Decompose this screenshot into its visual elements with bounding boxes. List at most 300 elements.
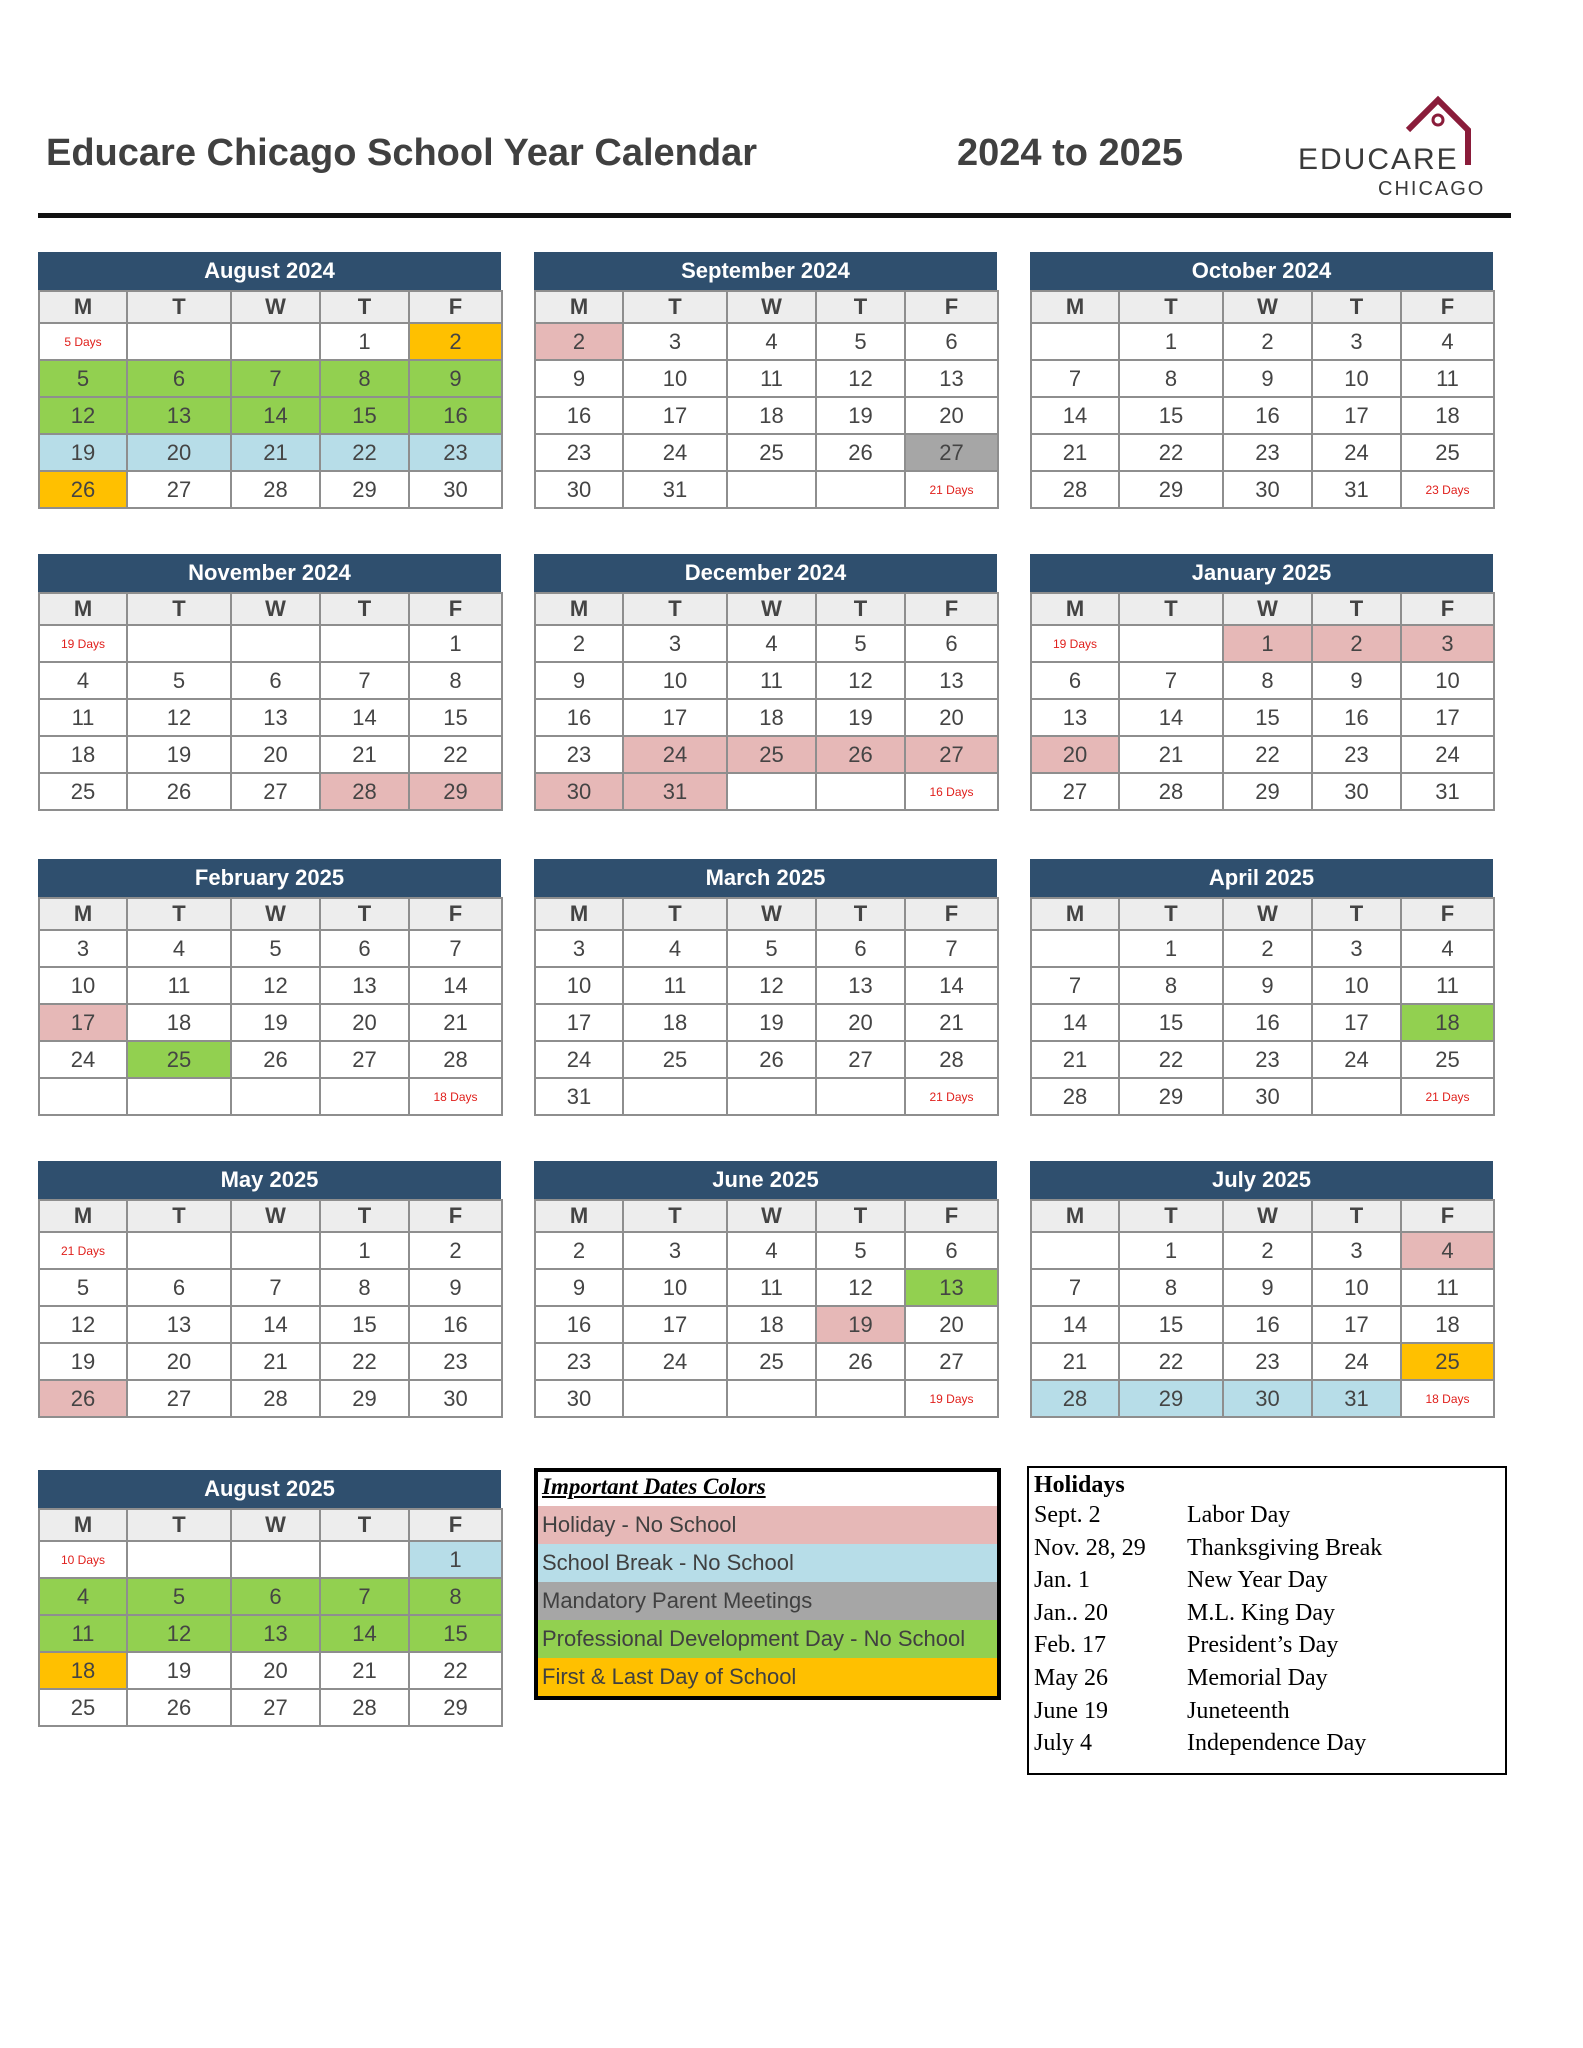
holiday-row — [1029, 1535, 1505, 1568]
day-cell: 23 — [535, 1343, 623, 1380]
day-cell: 13 — [905, 1269, 998, 1306]
empty-cell — [127, 323, 231, 360]
day-cell: 5 — [816, 1232, 905, 1269]
day-cell: 4 — [39, 1578, 127, 1615]
empty-cell — [320, 625, 409, 662]
day-cell: 7 — [1119, 662, 1223, 699]
weekday-label: M — [535, 1200, 623, 1232]
day-cell: 24 — [623, 1343, 727, 1380]
day-cell: 12 — [816, 360, 905, 397]
day-cell: 7 — [320, 1578, 409, 1615]
day-cell: 4 — [727, 1232, 816, 1269]
day-cell: 19 — [816, 1306, 905, 1343]
weekday-label: M — [39, 291, 127, 323]
day-cell: 22 — [1119, 1343, 1223, 1380]
holiday-date: Jan.. 20 — [1034, 1599, 1108, 1626]
day-cell: 16 — [1223, 397, 1312, 434]
month-title: July 2025 — [1030, 1161, 1493, 1199]
day-cell: 27 — [127, 1380, 231, 1417]
day-cell: 19 — [816, 699, 905, 736]
day-cell: 28 — [320, 1689, 409, 1726]
school-days-count: 21 Days — [905, 1078, 998, 1115]
legend-item-meeting: Mandatory Parent Meetings — [538, 1582, 997, 1620]
day-cell: 21 — [231, 434, 320, 471]
day-cell: 11 — [127, 967, 231, 1004]
empty-cell — [1031, 1232, 1119, 1269]
day-cell: 17 — [623, 1306, 727, 1343]
week-row — [39, 360, 502, 397]
day-cell: 24 — [1312, 1041, 1401, 1078]
holiday-date: Feb. 17 — [1034, 1632, 1106, 1659]
weekday-label: T — [320, 593, 409, 625]
holiday-date: Nov. 28, 29 — [1034, 1534, 1146, 1561]
day-cell: 17 — [1401, 699, 1494, 736]
day-cell: 6 — [816, 930, 905, 967]
school-days-count: 16 Days — [905, 773, 998, 810]
empty-cell — [816, 1380, 905, 1417]
day-cell: 8 — [409, 1578, 502, 1615]
weekday-label: T — [320, 291, 409, 323]
weekday-header-row — [39, 898, 502, 930]
weekday-label: T — [623, 898, 727, 930]
weekday-label: T — [816, 593, 905, 625]
day-cell: 11 — [623, 967, 727, 1004]
day-cell: 18 — [127, 1004, 231, 1041]
holiday-name: Independence Day — [1187, 1730, 1367, 1757]
day-cell: 23 — [1223, 434, 1312, 471]
week-row — [535, 625, 998, 662]
week-row — [535, 699, 998, 736]
day-cell: 20 — [231, 736, 320, 773]
weekday-label: T — [816, 898, 905, 930]
week-row — [1031, 967, 1494, 1004]
month-calendar — [534, 859, 997, 1116]
weekday-label: F — [409, 898, 502, 930]
day-cell: 2 — [535, 323, 623, 360]
legend-items — [538, 1506, 997, 1696]
week-row — [39, 1689, 502, 1726]
day-cell: 10 — [623, 360, 727, 397]
day-cell: 10 — [623, 662, 727, 699]
week-row — [39, 1343, 502, 1380]
day-cell: 14 — [1031, 1004, 1119, 1041]
day-cell: 7 — [231, 360, 320, 397]
weekday-label: M — [39, 898, 127, 930]
day-cell: 5 — [127, 1578, 231, 1615]
day-cell: 30 — [1312, 773, 1401, 810]
weekday-label: F — [905, 593, 998, 625]
day-cell: 6 — [127, 1269, 231, 1306]
day-cell: 7 — [320, 662, 409, 699]
holiday-name: M.L. King Day — [1187, 1599, 1335, 1626]
day-cell: 21 — [1031, 434, 1119, 471]
empty-cell — [816, 1078, 905, 1115]
week-row — [39, 1380, 502, 1417]
weekday-label: F — [409, 593, 502, 625]
weekday-label: M — [535, 898, 623, 930]
weekday-label: W — [231, 593, 320, 625]
weekday-header-row — [535, 1200, 998, 1232]
day-cell: 28 — [1031, 471, 1119, 508]
day-cell: 8 — [1119, 360, 1223, 397]
week-row — [39, 930, 502, 967]
day-cell: 29 — [320, 1380, 409, 1417]
day-cell: 5 — [727, 930, 816, 967]
day-cell: 25 — [39, 773, 127, 810]
day-cell: 30 — [535, 773, 623, 810]
legend-title: Important Dates Colors — [542, 1474, 766, 1499]
holiday-date: May 26 — [1034, 1664, 1108, 1691]
day-cell: 30 — [1223, 1078, 1312, 1115]
day-cell: 27 — [816, 1041, 905, 1078]
weekday-label: W — [727, 898, 816, 930]
weekday-label: T — [1312, 898, 1401, 930]
weekday-label: W — [231, 291, 320, 323]
week-row — [1031, 773, 1494, 810]
day-cell: 19 — [127, 1652, 231, 1689]
day-cell: 2 — [535, 1232, 623, 1269]
day-cell: 6 — [231, 662, 320, 699]
school-days-count: 19 Days — [1031, 625, 1119, 662]
day-cell: 25 — [39, 1689, 127, 1726]
school-days-count: 21 Days — [905, 471, 998, 508]
logo-word: EDUCARE — [1298, 143, 1459, 176]
month-calendar — [38, 1161, 501, 1418]
weekday-label: W — [1223, 291, 1312, 323]
day-cell: 3 — [1312, 1232, 1401, 1269]
week-row — [535, 1004, 998, 1041]
day-cell: 3 — [623, 625, 727, 662]
day-cell: 13 — [1031, 699, 1119, 736]
day-cell: 12 — [816, 1269, 905, 1306]
day-cell: 9 — [409, 360, 502, 397]
week-row — [1031, 360, 1494, 397]
day-cell: 24 — [1401, 736, 1494, 773]
day-cell: 13 — [231, 699, 320, 736]
day-cell: 8 — [1119, 967, 1223, 1004]
day-cell: 22 — [409, 736, 502, 773]
day-cell: 10 — [623, 1269, 727, 1306]
day-cell: 1 — [1119, 1232, 1223, 1269]
day-cell: 29 — [409, 1689, 502, 1726]
week-row — [1031, 1269, 1494, 1306]
day-cell: 5 — [39, 1269, 127, 1306]
day-cell: 30 — [409, 471, 502, 508]
school-days-count: 10 Days — [39, 1541, 127, 1578]
day-cell: 18 — [727, 1306, 816, 1343]
day-cell: 25 — [1401, 434, 1494, 471]
weekday-label: T — [127, 593, 231, 625]
day-cell: 14 — [231, 397, 320, 434]
day-cell: 15 — [409, 699, 502, 736]
day-cell: 21 — [1031, 1041, 1119, 1078]
day-cell: 18 — [1401, 1004, 1494, 1041]
weekday-label: M — [1031, 291, 1119, 323]
day-cell: 18 — [1401, 397, 1494, 434]
day-cell: 10 — [1312, 1269, 1401, 1306]
weekday-label: W — [727, 1200, 816, 1232]
week-row — [39, 1615, 502, 1652]
day-cell: 8 — [1223, 662, 1312, 699]
day-cell: 23 — [1223, 1041, 1312, 1078]
weekday-label: M — [535, 593, 623, 625]
day-cell: 16 — [1223, 1004, 1312, 1041]
day-cell: 16 — [1312, 699, 1401, 736]
day-cell: 13 — [905, 662, 998, 699]
day-cell: 14 — [231, 1306, 320, 1343]
weekday-label: W — [1223, 593, 1312, 625]
day-cell: 31 — [1312, 1380, 1401, 1417]
day-cell: 21 — [320, 1652, 409, 1689]
weekday-label: F — [905, 1200, 998, 1232]
holiday-name: Memorial Day — [1187, 1664, 1328, 1691]
day-cell: 21 — [1031, 1343, 1119, 1380]
week-row — [535, 1269, 998, 1306]
empty-cell — [1031, 930, 1119, 967]
month-calendar — [534, 554, 997, 811]
week-row — [535, 1232, 998, 1269]
day-cell: 22 — [1119, 434, 1223, 471]
weekday-label: T — [1312, 291, 1401, 323]
empty-cell — [816, 773, 905, 810]
holiday-name: Thanksgiving Break — [1187, 1534, 1383, 1561]
day-cell: 10 — [535, 967, 623, 1004]
day-cell: 25 — [1401, 1041, 1494, 1078]
day-cell: 9 — [409, 1269, 502, 1306]
day-cell: 7 — [409, 930, 502, 967]
holiday-row — [1029, 1632, 1505, 1665]
week-row — [39, 736, 502, 773]
week-row — [39, 625, 502, 662]
day-cell: 18 — [39, 1652, 127, 1689]
holiday-row — [1029, 1567, 1505, 1600]
day-cell: 29 — [1223, 773, 1312, 810]
day-cell: 15 — [320, 1306, 409, 1343]
day-cell: 1 — [1119, 930, 1223, 967]
day-cell: 7 — [1031, 360, 1119, 397]
week-row — [535, 471, 998, 508]
weekday-label: T — [127, 291, 231, 323]
week-row — [1031, 397, 1494, 434]
day-cell: 12 — [39, 1306, 127, 1343]
day-cell: 21 — [1119, 736, 1223, 773]
empty-cell — [127, 1078, 231, 1115]
empty-cell — [231, 323, 320, 360]
month-calendar — [534, 1161, 997, 1418]
day-cell: 20 — [231, 1652, 320, 1689]
week-row — [39, 471, 502, 508]
day-cell: 16 — [1223, 1306, 1312, 1343]
week-row — [535, 1380, 998, 1417]
school-days-count: 21 Days — [39, 1232, 127, 1269]
day-cell: 1 — [320, 323, 409, 360]
day-cell: 18 — [727, 397, 816, 434]
month-title: August 2025 — [38, 1470, 501, 1508]
day-cell: 21 — [231, 1343, 320, 1380]
empty-cell — [727, 1380, 816, 1417]
day-cell: 24 — [1312, 1343, 1401, 1380]
week-row — [535, 967, 998, 1004]
day-cell: 30 — [1223, 1380, 1312, 1417]
weekday-label: T — [1119, 593, 1223, 625]
month-calendar — [1030, 252, 1493, 509]
weekday-header-row — [39, 593, 502, 625]
educare-logo — [1298, 90, 1508, 200]
day-cell: 16 — [535, 699, 623, 736]
week-row — [1031, 1306, 1494, 1343]
week-row — [535, 1078, 998, 1115]
day-cell: 22 — [320, 1343, 409, 1380]
day-cell: 15 — [409, 1615, 502, 1652]
school-days-count: 18 Days — [409, 1078, 502, 1115]
month-calendar — [38, 859, 501, 1116]
day-cell: 24 — [39, 1041, 127, 1078]
day-cell: 15 — [1119, 1004, 1223, 1041]
weekday-label: W — [231, 898, 320, 930]
day-cell: 18 — [1401, 1306, 1494, 1343]
day-cell: 4 — [39, 662, 127, 699]
weekday-label: W — [727, 291, 816, 323]
day-cell: 14 — [409, 967, 502, 1004]
empty-cell — [816, 471, 905, 508]
week-row — [39, 1078, 502, 1115]
legend-item-break: School Break - No School — [538, 1544, 997, 1582]
weekday-label: F — [409, 291, 502, 323]
month-title: February 2025 — [38, 859, 501, 897]
week-row — [1031, 1380, 1494, 1417]
day-cell: 28 — [320, 773, 409, 810]
day-cell: 9 — [535, 1269, 623, 1306]
weekday-label: F — [409, 1200, 502, 1232]
month-calendar — [38, 252, 501, 509]
day-cell: 26 — [816, 736, 905, 773]
weekday-label: F — [409, 1509, 502, 1541]
weekday-label: T — [623, 1200, 727, 1232]
week-row — [1031, 1232, 1494, 1269]
day-cell: 11 — [1401, 1269, 1494, 1306]
day-cell: 21 — [905, 1004, 998, 1041]
holiday-name: Juneteenth — [1187, 1697, 1290, 1724]
day-cell: 6 — [905, 625, 998, 662]
day-cell: 5 — [231, 930, 320, 967]
empty-cell — [231, 625, 320, 662]
day-cell: 28 — [905, 1041, 998, 1078]
day-cell: 1 — [1119, 323, 1223, 360]
day-cell: 28 — [1119, 773, 1223, 810]
day-cell: 5 — [127, 662, 231, 699]
weekday-label: F — [1401, 1200, 1494, 1232]
day-cell: 30 — [1223, 471, 1312, 508]
day-cell: 15 — [320, 397, 409, 434]
day-cell: 27 — [905, 434, 998, 471]
day-cell: 27 — [905, 1343, 998, 1380]
day-cell: 25 — [727, 434, 816, 471]
week-row — [39, 773, 502, 810]
day-cell: 26 — [727, 1041, 816, 1078]
day-cell: 24 — [623, 736, 727, 773]
week-row — [535, 397, 998, 434]
day-cell: 14 — [1031, 1306, 1119, 1343]
week-row — [1031, 1078, 1494, 1115]
week-row — [535, 736, 998, 773]
day-cell: 11 — [1401, 967, 1494, 1004]
day-cell: 3 — [623, 1232, 727, 1269]
week-row — [1031, 736, 1494, 773]
weekday-label: W — [727, 593, 816, 625]
week-row — [39, 1541, 502, 1578]
day-cell: 16 — [535, 1306, 623, 1343]
weekday-label: M — [1031, 593, 1119, 625]
day-cell: 17 — [535, 1004, 623, 1041]
holiday-date: June 19 — [1034, 1697, 1108, 1724]
day-cell: 14 — [1119, 699, 1223, 736]
week-row — [39, 323, 502, 360]
day-cell: 19 — [816, 397, 905, 434]
day-cell: 4 — [727, 625, 816, 662]
day-cell: 23 — [1312, 736, 1401, 773]
empty-cell — [727, 773, 816, 810]
day-cell: 20 — [127, 434, 231, 471]
header-rule — [38, 213, 1511, 218]
holiday-name: New Year Day — [1187, 1567, 1328, 1594]
day-cell: 28 — [1031, 1078, 1119, 1115]
day-cell: 9 — [535, 662, 623, 699]
day-cell: 26 — [816, 1343, 905, 1380]
day-cell: 25 — [127, 1041, 231, 1078]
day-cell: 13 — [127, 1306, 231, 1343]
day-cell: 22 — [1223, 736, 1312, 773]
day-cell: 13 — [320, 967, 409, 1004]
weekday-label: W — [231, 1509, 320, 1541]
weekday-label: T — [320, 898, 409, 930]
week-row — [1031, 625, 1494, 662]
weekday-label: F — [1401, 291, 1494, 323]
day-cell: 18 — [39, 736, 127, 773]
holiday-date: Jan. 1 — [1034, 1567, 1090, 1594]
day-cell: 6 — [905, 323, 998, 360]
holidays-title: Holidays — [1034, 1472, 1125, 1498]
day-cell: 9 — [1223, 360, 1312, 397]
month-title: March 2025 — [534, 859, 997, 897]
month-calendar — [534, 252, 997, 509]
holiday-row — [1029, 1665, 1505, 1698]
day-cell: 28 — [231, 1380, 320, 1417]
day-cell: 18 — [623, 1004, 727, 1041]
day-cell: 27 — [905, 736, 998, 773]
year-range: 2024 to 2025 — [957, 132, 1184, 174]
day-cell: 31 — [1312, 471, 1401, 508]
day-cell: 12 — [231, 967, 320, 1004]
day-cell: 8 — [320, 1269, 409, 1306]
month-title: November 2024 — [38, 554, 501, 592]
day-cell: 31 — [535, 1078, 623, 1115]
day-cell: 13 — [127, 397, 231, 434]
day-cell: 26 — [127, 1689, 231, 1726]
day-cell: 17 — [623, 397, 727, 434]
weekday-header-row — [39, 291, 502, 323]
day-cell: 3 — [39, 930, 127, 967]
weekday-label: T — [127, 898, 231, 930]
week-row — [535, 930, 998, 967]
empty-cell — [231, 1541, 320, 1578]
day-cell: 2 — [535, 625, 623, 662]
day-cell: 18 — [727, 699, 816, 736]
day-cell: 30 — [535, 471, 623, 508]
day-cell: 2 — [1223, 1232, 1312, 1269]
day-cell: 31 — [623, 471, 727, 508]
day-cell: 2 — [1223, 930, 1312, 967]
day-cell: 27 — [127, 471, 231, 508]
